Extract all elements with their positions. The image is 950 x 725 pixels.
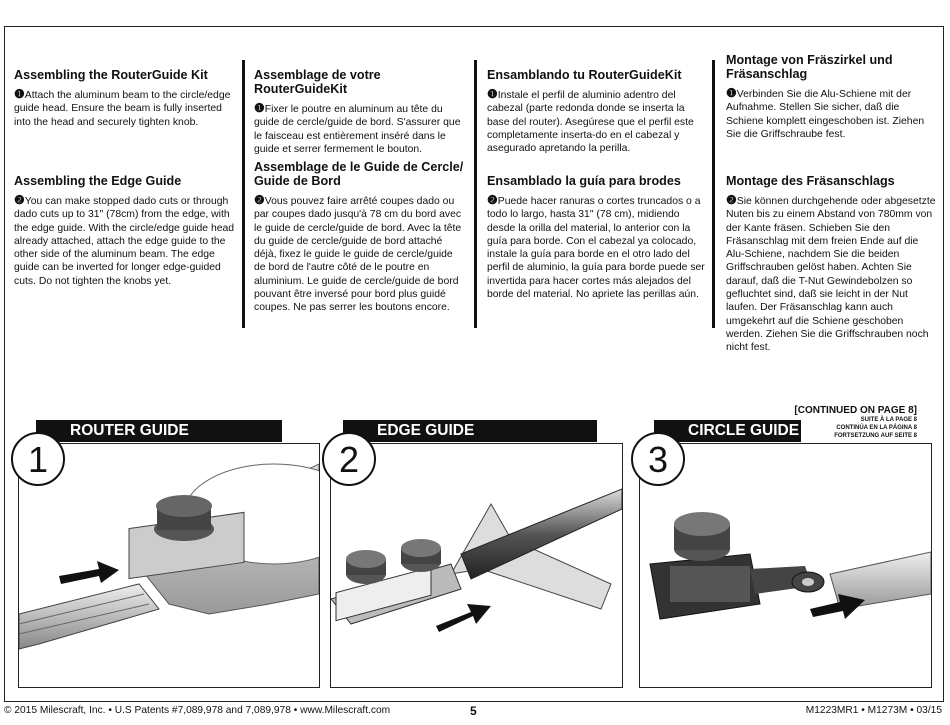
step-number-2: ❷: [487, 193, 498, 207]
step-number-2: ❷: [14, 193, 25, 207]
heading-ensamblado-guia: Ensamblado la guía para brodes: [487, 174, 681, 188]
step-number-1: ❶: [726, 86, 737, 100]
step-number-1: ❶: [14, 87, 25, 101]
step-number-1: ❶: [487, 87, 498, 101]
step1-body-fr: Fixer le poutre en aluminum au tête du guide de cercle/guide de bord. S'assurer que le faisceau est entièrement inséré dans le guide et serrer fermement le bouton.: [254, 104, 461, 155]
step1-body-es: Instale el perfil de aluminio adentro del cabezal (parte redonda donde se inserta la base del router). Asegúrese que el perfil este completamente inserta-do en el cabezal y asegurado apretando la perilla.: [487, 90, 694, 155]
continued-de: FORTSETZUNG AUF SEITE 8: [834, 433, 917, 439]
router-guide-illustration: [19, 444, 319, 687]
figure2-header: EDGE GUIDE: [343, 420, 597, 442]
step1-text-en: [14, 88, 240, 129]
column-divider: [474, 60, 477, 328]
figure2-number: 2: [322, 432, 376, 486]
step-number-1: ❶: [254, 101, 265, 115]
step2-body-en: You can make stopped dado cuts or through dado cuts up to 31" (78cm) from the edge, with the edge guide. With the circle/edge guide head already attached, attach the edge guide to the other side of the aluminum beam. The edge guide can be inverted for longer edge-guided cuts. Do not tighten the knobs yet.: [14, 196, 235, 287]
circle-guide-illustration: [640, 444, 931, 687]
step-number-2: ❷: [254, 193, 265, 207]
figure1-header: ROUTER GUIDE: [36, 420, 282, 442]
step2-body-fr: Vous pouvez faire arrêté coupes dado ou par coupes dado jusqu'à 78 cm du bord avec le guide de cercle/guide de bord. Avec la tête du guide de cercle/guide de bord attaché déjà, fixez le guide le guide de cercle/guide de bord de l'autre côté de le poutre en aluminium. Le guide de cercle/guide de bord pouvant être inversé pour bord plus guidé coupes. Ne pas serrer les boutons encore.: [254, 196, 462, 314]
footer-model-codes: M1223MR1 • M1273M • 03/15: [805, 705, 942, 716]
continued-en: [CONTINUED ON PAGE 8]: [794, 405, 917, 416]
edge-guide-illustration: [331, 444, 622, 687]
column-divider: [712, 60, 715, 328]
figure3-box: [639, 443, 932, 688]
figure1-box: [18, 443, 320, 688]
heading-montage-anschlag: Montage des Fräsanschlags: [726, 174, 895, 188]
footer-copyright: © 2015 Milescraft, Inc. • U.S Patents #7,089,978 and 7,089,978 • www.Milescraft.com: [4, 705, 391, 716]
heading-ensamblando-kit: Ensamblando tu RouterGuideKit: [487, 68, 682, 82]
figure1-number: 1: [11, 432, 65, 486]
heading-edge-guide: Assembling the Edge Guide: [14, 174, 182, 188]
step1-body-de: Verbinden Sie die Alu-Schiene mit der Aufnahme. Stellen Sie sicher, daß die Schiene komplett eingeschoben ist. Ziehen Sie die Griffschraube fest.: [726, 89, 925, 140]
step-number-2: ❷: [726, 193, 737, 207]
heading-assemblage-kit: Assemblage de votre RouterGuideKit: [254, 68, 381, 96]
step2-body-es: Puede hacer ranuras o cortes truncados o a todo lo largo, hasta 31" (78 cm), midiendo desde la orilla del material, lo anterior con la guía para borde. Con el cabezal ya colocado, instale la guía para borde en el otro lado del perfil de aluminio, la guía para borde puede ser invertida para hacer cortes más alejados del borde del material. No apriete las perillas aún.: [487, 196, 705, 301]
figure2-box: [330, 443, 623, 688]
figure3-header: CIRCLE GUIDE: [654, 420, 801, 442]
heading-montage-zirkel: Montage von Fräszirkel und Fräsanschlag: [726, 53, 893, 81]
step1-text-de: [726, 87, 936, 141]
continued-fr: SUITE À LA PAGE 8: [860, 417, 917, 423]
heading-assemblage-guide: Assemblage de le Guide de Cercle/ Guide de Bord: [254, 160, 464, 188]
step2-text-es: [487, 194, 709, 301]
step1-text-fr: [254, 102, 467, 156]
heading-assembling-kit: Assembling the RouterGuide Kit: [14, 68, 208, 82]
step2-text-en: [14, 194, 240, 288]
page-number: 5: [470, 704, 477, 718]
continued-es: CONTINÚA EN LA PÁGINA 8: [836, 425, 917, 431]
figure3-number: 3: [631, 432, 685, 486]
step1-text-es: [487, 88, 709, 155]
step1-body-en: Attach the aluminum beam to the circle/edge guide head. Ensure the beam is fully inserted into the head and securely tighten knob.: [14, 90, 231, 128]
step2-text-fr: [254, 194, 467, 315]
column-divider: [242, 60, 245, 328]
step2-body-de: Sie können durchgehende oder abgesetzte Nuten bis zu einem Abstand von 780mm von der Kante fräsen. Schieben Sie den Fräsanschlag mit dem freien Ende auf die Alu-Schiene, nachdem Sie die beiden Griffschrauben gelöst haben. Achten Sie darauf, daß die T-Nut Gewindebolzen so gefluchtet sind, daß sie leicht in der Nut laufen. Der Fräsanschlag kann auch umgekehrt auf die Schiene geschoben werden. Ziehen Sie die Griffschrauben noch nicht fest.: [726, 196, 936, 354]
step2-text-de: [726, 194, 936, 355]
